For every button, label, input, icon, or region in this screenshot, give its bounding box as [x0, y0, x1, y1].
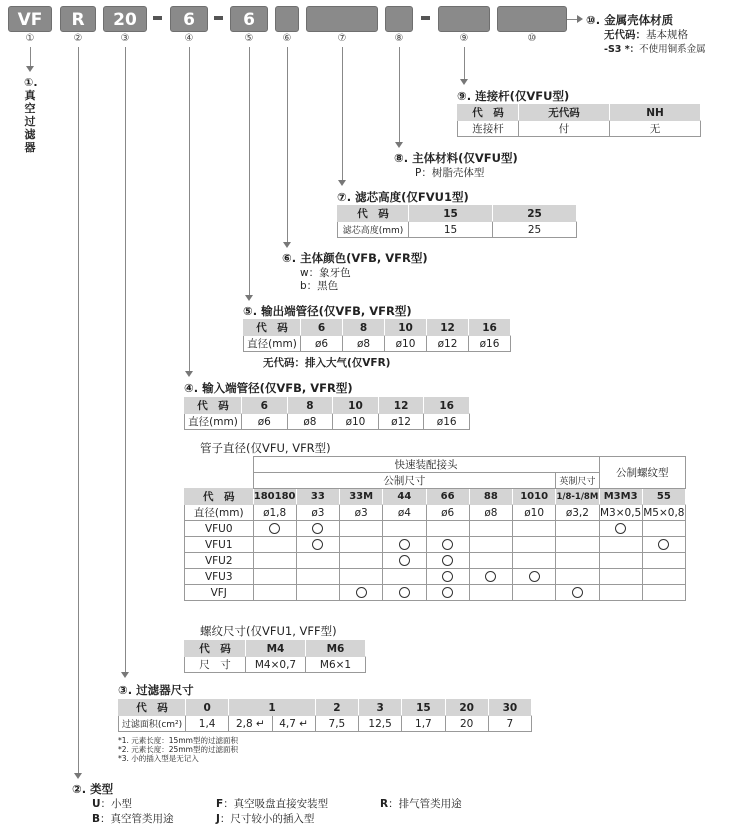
- table-header-cell: 180180: [253, 489, 296, 505]
- circle-mark-icon: [615, 523, 626, 534]
- table-header-cell: 代 码: [244, 320, 301, 336]
- table-header-cell: 10: [385, 320, 427, 336]
- table-cell: [340, 585, 383, 601]
- table-cell: [253, 521, 296, 537]
- code-num-1: ①: [25, 33, 35, 44]
- table-cell: [556, 537, 599, 553]
- table-cell: 4,7 ↵: [272, 716, 315, 732]
- table-cell: ø16: [424, 414, 470, 430]
- type-item-f: F：真空吸盘直接安装型: [216, 798, 329, 810]
- table-cell: [599, 585, 642, 601]
- table-cell: [253, 585, 296, 601]
- table-cell: ø8: [469, 505, 512, 521]
- code-num-4: ④: [184, 33, 194, 44]
- connector-line: [287, 47, 288, 243]
- table-header-cell: 12: [427, 320, 469, 336]
- table-cell: [426, 521, 469, 537]
- section-9-title: ⑨. 连接杆(仅VFU型): [457, 89, 570, 103]
- table-cell: [383, 521, 426, 537]
- table-cell: [469, 537, 512, 553]
- table-header-cell: 33: [296, 489, 339, 505]
- table-header-cell: 55: [642, 489, 685, 505]
- table-cell: [513, 521, 556, 537]
- table-cell: M4×0,7: [246, 657, 306, 673]
- table-cell: [340, 553, 383, 569]
- circle-mark-icon: [312, 523, 323, 534]
- table-header-cell: 12: [378, 398, 424, 414]
- table-cell: [296, 569, 339, 585]
- code-num-8: ⑧: [394, 33, 404, 44]
- group-header-inch: 英制尺寸: [556, 473, 599, 489]
- table-header-cell: 代 码: [185, 641, 246, 657]
- table-row: [185, 569, 686, 585]
- table-cell: 直径(mm): [185, 505, 254, 521]
- table-cell: [556, 553, 599, 569]
- table-cell: ø10: [513, 505, 556, 521]
- arrow-down-icon: [121, 672, 129, 678]
- table-cell: [599, 569, 642, 585]
- section-6-title: ⑥. 主体颜色(VFB, VFR型): [282, 251, 428, 265]
- table-cell: 12,5: [359, 716, 402, 732]
- code-num-6: ⑥: [282, 33, 292, 44]
- table-cell: ø12: [378, 414, 424, 430]
- table-cell: ø6: [242, 414, 288, 430]
- table-header-cell: 0: [186, 700, 229, 716]
- table-cell: [426, 553, 469, 569]
- circle-mark-icon: [399, 539, 410, 550]
- table-cell: 过滤面积(cm²): [119, 716, 186, 732]
- section-10-line2: -S3 *：不使用铜系金属: [604, 44, 706, 55]
- table-cell: 连接杆: [458, 121, 519, 137]
- section-4-title: ④. 输入端管径(仅VFB, VFR型): [184, 381, 353, 395]
- table-cell: 1,7: [402, 716, 445, 732]
- table-cell: [513, 537, 556, 553]
- connector-line: [125, 47, 126, 673]
- code-box-1: VF: [8, 6, 52, 32]
- code-num-9: ⑨: [459, 33, 469, 44]
- table-header-cell: M6: [306, 641, 366, 657]
- circle-mark-icon: [399, 555, 410, 566]
- arrow-down-icon: [460, 79, 468, 85]
- type-item-b: B：真空管类用途: [92, 813, 174, 825]
- table-cell: [253, 553, 296, 569]
- code-dash: [421, 16, 430, 20]
- table-cell: [513, 553, 556, 569]
- table-cell: ø6: [426, 505, 469, 521]
- table-cell: 滤芯高度(mm): [338, 222, 409, 238]
- table-header-cell: 33M: [340, 489, 383, 505]
- section-8-line: P：树脂壳体型: [415, 167, 485, 179]
- code-box-8: [385, 6, 413, 32]
- arrow-down-icon: [245, 295, 253, 301]
- table-cell: [599, 537, 642, 553]
- code-num-3: ③: [120, 33, 130, 44]
- table-cell: [469, 521, 512, 537]
- table-cell: [185, 457, 254, 473]
- input-diameter-table: [184, 397, 470, 430]
- code-box-4: 6: [170, 6, 208, 32]
- table-cell: VFU3: [185, 569, 254, 585]
- table-header-cell: 88: [469, 489, 512, 505]
- table-cell: [426, 537, 469, 553]
- table-cell: [296, 537, 339, 553]
- table-cell: [383, 585, 426, 601]
- table-cell: 无: [610, 121, 701, 137]
- circle-mark-icon: [442, 571, 453, 582]
- output-diameter-table: [243, 319, 511, 352]
- section-3-notes: [118, 736, 238, 763]
- table-cell: [253, 569, 296, 585]
- table-header-cell: 15: [402, 700, 445, 716]
- code-box-3: 20: [103, 6, 147, 32]
- table-cell: [642, 569, 685, 585]
- table-cell: ø6: [301, 336, 343, 352]
- table-cell: 15: [409, 222, 493, 238]
- table-cell: [253, 537, 296, 553]
- table-header-cell: 代 码: [185, 489, 254, 505]
- section-5-note: 无代码：排入大气(仅VFR): [263, 357, 391, 369]
- table-cell: ø12: [427, 336, 469, 352]
- table-cell: ø8: [287, 414, 333, 430]
- table-cell: M3×0,5: [600, 506, 642, 519]
- table-header-cell: 20: [445, 700, 488, 716]
- table-cell: [513, 569, 556, 585]
- table-cell: [599, 553, 642, 569]
- table-cell: 7,5: [315, 716, 358, 732]
- table-header-cell: 44: [383, 489, 426, 505]
- table-header-cell: 1: [229, 700, 316, 716]
- table-cell: [340, 537, 383, 553]
- footnote: *3. 小的插入型是无记入: [118, 754, 199, 763]
- section-10-line1: 无代码：基本规格: [604, 29, 688, 41]
- group-header-metric: 公制尺寸: [253, 473, 556, 489]
- table-cell: [469, 569, 512, 585]
- table-cell: M5×0,8: [643, 506, 685, 519]
- table-cell: 7: [488, 716, 531, 732]
- table-cell: 尺 寸: [185, 657, 246, 673]
- table-cell: 直径(mm): [244, 336, 301, 352]
- table-header-cell: 8: [287, 398, 333, 414]
- table-cell: 25: [493, 222, 577, 238]
- table-header-cell: 8: [343, 320, 385, 336]
- table-cell: ø3,2: [556, 505, 599, 521]
- table-row: [185, 553, 686, 569]
- table-cell: ø4: [383, 505, 426, 521]
- arrow-down-icon: [338, 180, 346, 186]
- table-header-cell: 25: [493, 206, 577, 222]
- table-header-cell: 6: [301, 320, 343, 336]
- table-header-cell: 2: [315, 700, 358, 716]
- table-cell: [340, 521, 383, 537]
- code-num-10: ⑩: [527, 33, 537, 44]
- table-cell: [469, 585, 512, 601]
- connector-line: [567, 19, 577, 20]
- table-cell: [426, 585, 469, 601]
- thread-size-table: [184, 640, 366, 673]
- arrow-down-icon: [74, 773, 82, 779]
- table-cell: VFU1: [185, 537, 254, 553]
- connector-line: [30, 47, 31, 67]
- table-cell: [513, 585, 556, 601]
- table-cell: [599, 521, 642, 537]
- code-box-9: [438, 6, 490, 32]
- connector-line: [249, 47, 250, 296]
- table-cell: [556, 521, 599, 537]
- circle-mark-icon: [442, 555, 453, 566]
- table-cell: VFU2: [185, 553, 254, 569]
- footnote: *1. 元素长度：15mm型的过滤面积: [118, 736, 238, 745]
- code-box-2: R: [60, 6, 96, 32]
- arrow-down-icon: [395, 142, 403, 148]
- table-header-cell: 代 码: [119, 700, 186, 716]
- type-item-u: U：小型: [92, 798, 133, 810]
- table-cell: ø16: [469, 336, 511, 352]
- table-header-cell: 3: [359, 700, 402, 716]
- table-cell: [426, 569, 469, 585]
- circle-mark-icon: [442, 587, 453, 598]
- connector-line: [78, 47, 79, 774]
- pipe-diameter-title: 管子直径(仅VFU, VFR型): [200, 441, 331, 455]
- table-cell: [383, 569, 426, 585]
- section-2-title: ②. 类型: [72, 782, 114, 796]
- table-cell: [642, 537, 685, 553]
- table-cell: ø8: [343, 336, 385, 352]
- code-box-10: [497, 6, 567, 32]
- table-header-cell: 16: [469, 320, 511, 336]
- table-cell: VFJ: [185, 585, 254, 601]
- group-header-thread: 公制螺纹型: [599, 457, 686, 489]
- circle-mark-icon: [529, 571, 540, 582]
- thread-size-title: 螺纹尺寸(仅VFU1, VFF型): [200, 624, 337, 638]
- circle-mark-icon: [442, 539, 453, 550]
- table-cell: ø10: [333, 414, 379, 430]
- table-cell: [642, 521, 685, 537]
- table-cell: [296, 585, 339, 601]
- table-row: [185, 521, 686, 537]
- pipe-diameter-table: [184, 456, 686, 601]
- table-row: [185, 585, 686, 601]
- code-dash: [153, 16, 162, 20]
- circle-mark-icon: [572, 587, 583, 598]
- table-cell: [469, 553, 512, 569]
- code-dash: [214, 16, 223, 20]
- code-box-6: [275, 6, 299, 32]
- code-num-5: ⑤: [244, 33, 254, 44]
- circle-mark-icon: [356, 587, 367, 598]
- table-cell: 直径(mm): [185, 414, 242, 430]
- table-header-cell: 10: [333, 398, 379, 414]
- table-cell: ø1,8: [253, 505, 296, 521]
- arrow-down-icon: [26, 66, 34, 72]
- table-cell: 2,8 ↵: [229, 716, 272, 732]
- table-header-cell: 无代码: [519, 105, 610, 121]
- arrow-right-icon: [577, 15, 583, 23]
- section-10-title: ⑩. 金属壳体材质: [586, 13, 674, 27]
- section-6-line2: b：黑色: [300, 280, 339, 292]
- connecting-rod-table: [457, 104, 701, 137]
- table-header-cell: 1/8-1/8M: [556, 489, 599, 505]
- table-cell: ø10: [385, 336, 427, 352]
- arrow-down-icon: [185, 371, 193, 377]
- table-header-cell: 16: [424, 398, 470, 414]
- circle-mark-icon: [485, 571, 496, 582]
- table-cell: 1,4: [186, 716, 229, 732]
- table-cell: [383, 553, 426, 569]
- table-cell: [556, 569, 599, 585]
- section-3-title: ③. 过滤器尺寸: [118, 683, 194, 697]
- code-box-7: [306, 6, 378, 32]
- table-cell: [642, 585, 685, 601]
- table-header-cell: 6: [242, 398, 288, 414]
- section-7-title: ⑦. 滤芯高度(仅FVU1型): [337, 190, 469, 204]
- arrow-down-icon: [283, 242, 291, 248]
- filter-size-table: [118, 699, 532, 732]
- table-cell: M6×1: [306, 657, 366, 673]
- table-cell: [296, 553, 339, 569]
- table-header-cell: NH: [610, 105, 701, 121]
- code-num-2: ②: [73, 33, 83, 44]
- table-header-cell: 代 码: [338, 206, 409, 222]
- table-cell: 20: [445, 716, 488, 732]
- table-cell: [383, 537, 426, 553]
- table-cell: ø3: [340, 505, 383, 521]
- table-cell: [642, 553, 685, 569]
- table-cell: ø3: [296, 505, 339, 521]
- table-cell: [185, 473, 254, 489]
- code-box-5: 6: [230, 6, 268, 32]
- table-cell: 付: [519, 121, 610, 137]
- filter-height-table: [337, 205, 577, 238]
- section-5-title: ⑤. 输出端管径(仅VFB, VFR型): [243, 304, 412, 318]
- connector-line: [189, 47, 190, 372]
- table-header-cell: M4: [246, 641, 306, 657]
- table-header-cell: M3M3: [599, 489, 642, 505]
- type-item-j: J：尺寸较小的插入型: [216, 813, 315, 825]
- type-item-r: R：排气管类用途: [380, 798, 462, 810]
- group-header-quick: 快速装配接头: [253, 457, 599, 473]
- table-header-cell: 30: [488, 700, 531, 716]
- section-6-line1: w：象牙色: [300, 267, 351, 279]
- table-cell: [340, 569, 383, 585]
- table-cell: [556, 585, 599, 601]
- table-row: [185, 537, 686, 553]
- circle-mark-icon: [312, 539, 323, 550]
- table-header-cell: 代 码: [185, 398, 242, 414]
- table-cell: [296, 521, 339, 537]
- table-header-cell: 1010: [513, 489, 556, 505]
- table-header-cell: 代 码: [458, 105, 519, 121]
- connector-line: [342, 47, 343, 181]
- table-header-cell: 15: [409, 206, 493, 222]
- table-cell: VFU0: [185, 521, 254, 537]
- table-header-cell: 66: [426, 489, 469, 505]
- code-num-7: ⑦: [337, 33, 347, 44]
- connector-line: [464, 47, 465, 80]
- circle-mark-icon: [399, 587, 410, 598]
- circle-mark-icon: [269, 523, 280, 534]
- footnote: *2. 元素长度：25mm型的过滤面积: [118, 745, 238, 754]
- circle-mark-icon: [658, 539, 669, 550]
- section-1-title: ①. 真空过滤器: [24, 76, 38, 154]
- connector-line: [399, 47, 400, 143]
- section-8-title: ⑧. 主体材料(仅VFU型): [394, 151, 518, 165]
